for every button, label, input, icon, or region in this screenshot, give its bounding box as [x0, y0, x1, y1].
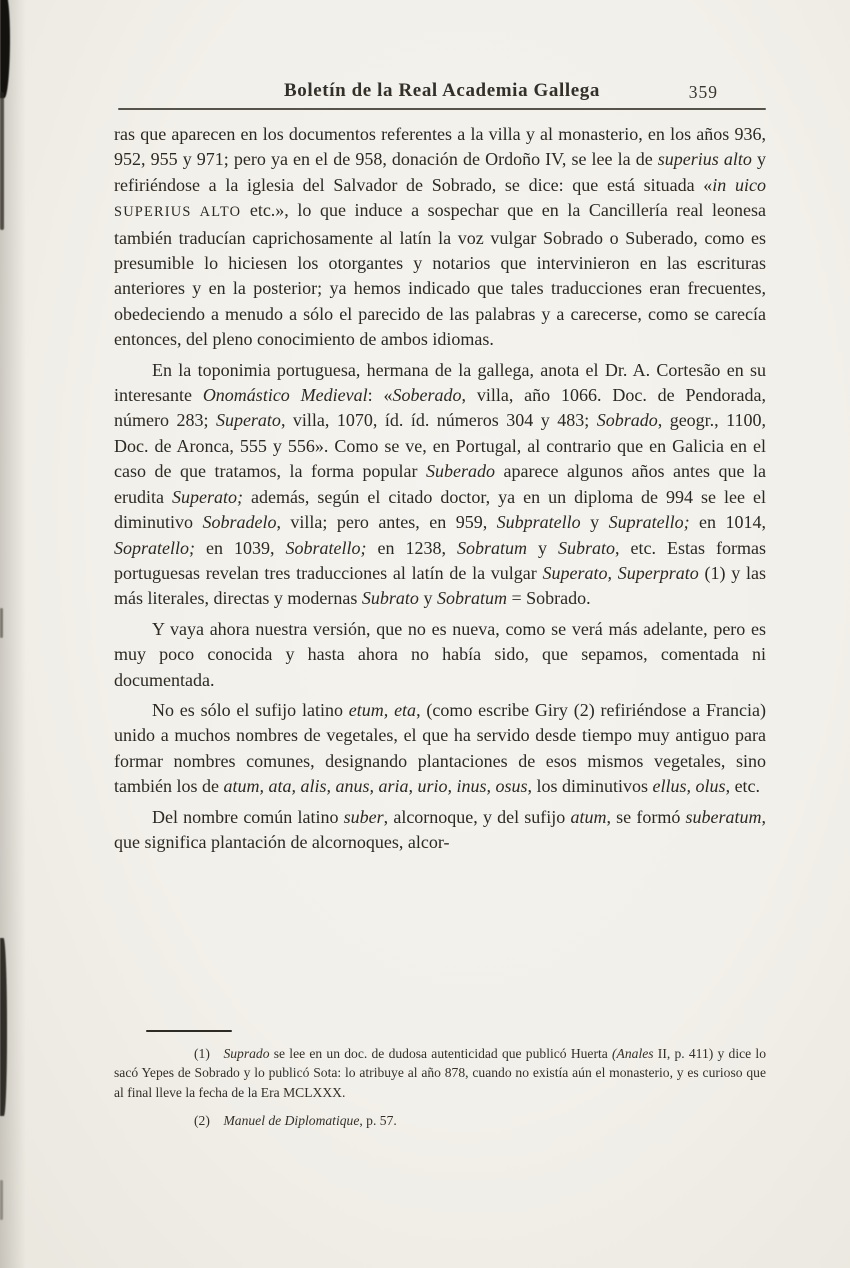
footnote: (1) Suprado se lee en un doc. de dudosa autenticidad que publicó Huerta (Anales II, p. 411) y dice lo sacó Yepes de Sobrado y lo publicó Sota: lo atribuye al año 878, cuando no existía aún el monasterio, y es curioso que al final lleve la fecha de la Era MCLXXX.: [114, 1046, 766, 1100]
footnote: (2) Manuel de Diplomatique, p. 57.: [194, 1113, 397, 1129]
paragraph: ras que aparecen en los documentos referentes a la villa y al monasterio, en los años 936, 952, 955 y 971; pero ya en el de 958, donación de Ordoño IV, se lee la de superius alto y refiriéndose a la iglesia del Salvador de Sobrado, se dice: que está situada «in uico SUPERIUS ALTO etc.», lo que induce a sospechar que en la Cancillería real leonesa también traducían caprichosamente al latín la voz vulgar Sobrado o Suberado, como es presumible lo hiciesen los otorgantes y notarios que intervinieron en las escrituras anteriores y en la posterior; ya hemos indicado que tales traducciones eran frecuentes, obedeciendo a menudo a sólo el parecido de las palabras y a carecerse, como se carecía entonces, del pleno conocimiento de ambos idiomas.: [114, 124, 767, 350]
paragraph: Del nombre común latino suber, alcornoque, y del sufijo atum, se formó suberatum, que significa plantación de alcornoques, alcor-: [114, 806, 766, 852]
binding-mark: [0, 0, 10, 98]
paragraph: No es sólo el sufijo latino etum, eta, (como escribe Giry (2) refiriéndose a Francia) unido a muchos nombres de vegetales, el que ha servido desde tiempo muy antiguo para formar nombres comunes, designando plantaciones de esos mismos vegetales, sino también los de atum, ata, alis, anus, aria, urio, inus, osus, los diminutivos ellus, olus, etc.: [114, 699, 766, 797]
binding-mark: [0, 938, 7, 1116]
header-rule: [118, 108, 766, 110]
footnote-rule: [146, 1030, 232, 1032]
page-header: [118, 80, 766, 104]
paragraph: Y vaya ahora nuestra versión, que no es nueva, como se verá más adelante, pero es muy poco conocida y hasta ahora no había sido, que sepamos, comentada ni documentada.: [114, 618, 766, 690]
binding-mark: [0, 608, 3, 638]
paragraph: En la toponimia portuguesa, hermana de la gallega, anota el Dr. A. Cortesão en su interesante Onomástico Medieval: «Soberado, villa, año 1066. Doc. de Pendorada, número 283; Superato, villa, 1070, íd. íd. números 304 y 483; Sobrado, geogr., 1100, Doc. de Aronca, 555 y 556». Como se ve, en Portugal, al contrario que en Galicia en el caso de que tratamos, la forma popular Suberado aparece algunos años antes que la erudita Superato; además, según el citado doctor, ya en un diploma de 994 se lee el diminutivo Sobradelo, villa; pero antes, en 959, Subpratello y Supratello; en 1014, Sopratello; en 1039, Sobratello; en 1238, Sobratum y Subrato, etc. Estas formas portuguesas revelan tres traducciones al latín de la vulgar Superato, Superprato (1) y las más literales, directas y modernas Subrato y Sobratum = Sobrado.: [114, 359, 767, 609]
binding-mark: [0, 1180, 3, 1220]
page-number: 359: [688, 82, 718, 102]
footnotes: [114, 1044, 766, 1140]
body-text: [114, 122, 766, 860]
binding-mark: [0, 92, 4, 230]
journal-title: Boletín de la Real Academia Gallega: [283, 80, 600, 101]
